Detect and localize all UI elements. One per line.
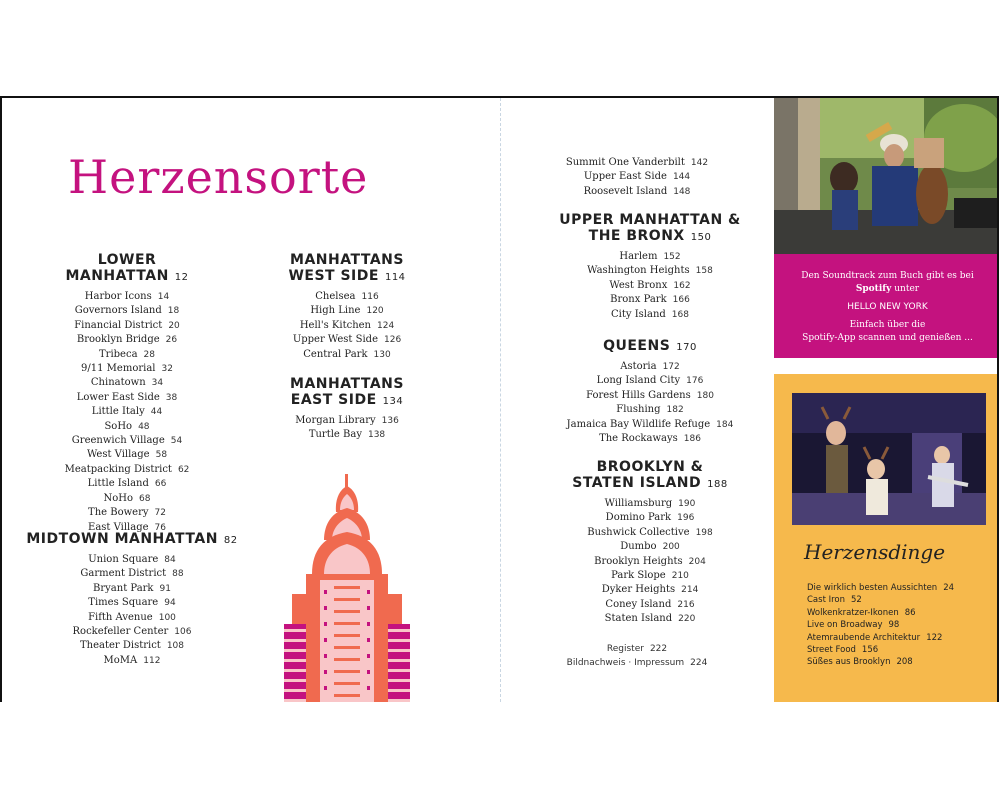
entry-page-number: 91: [159, 583, 171, 594]
entry-title: Garment District: [80, 568, 167, 580]
entry-title: Harlem: [619, 251, 658, 262]
entry-title: Meatpacking District: [64, 463, 172, 475]
entry-title: Dyker Heights: [601, 584, 676, 596]
toc-entry: [550, 432, 750, 446]
toc-entry: [24, 567, 240, 581]
entry-page-number: 116: [361, 292, 379, 302]
toc-entry: [807, 644, 954, 656]
entry-page-number: 48: [138, 421, 150, 432]
entry-page-number: 98: [888, 620, 900, 631]
entry-title: Long Island City: [596, 375, 681, 387]
entry-title: Summit One Vanderbilt: [565, 157, 685, 168]
entry-title: Astoria: [620, 361, 657, 372]
toc-entry: [24, 596, 240, 610]
toc-entry: [42, 362, 212, 376]
toc-entry: [550, 526, 750, 540]
credits-entry: Bildnachweis · Impressum 224: [566, 658, 708, 668]
entry-title: Washington Heights: [587, 265, 690, 277]
toc-list: [24, 553, 240, 668]
book-spread: [0, 96, 999, 702]
chrysler-building-illustration: [284, 474, 410, 702]
entry-title: Turtle Bay: [308, 429, 362, 441]
entry-title: Morgan Library: [295, 415, 376, 426]
entry-title: Harbor Icons: [84, 291, 152, 302]
toc-entry: [42, 405, 212, 419]
entry-title: Staten Island: [604, 613, 673, 625]
entry-page-number: 24: [943, 583, 955, 593]
toc-list: [272, 290, 422, 362]
entry-title: NoHo: [103, 492, 134, 504]
toc-entry: [24, 611, 240, 625]
entry-title: Lower East Side: [76, 391, 160, 403]
entry-title: Upper East Side: [583, 171, 667, 183]
entry-page-number: 54: [170, 436, 183, 447]
entry-title: Bryant Park: [93, 582, 154, 594]
toc-entry: [550, 569, 750, 583]
toc-entry: [807, 632, 954, 644]
entry-page-number: 168: [671, 309, 689, 320]
entry-page-number: 198: [695, 527, 713, 538]
entry-title: Domino Park: [605, 512, 672, 524]
entry-title: Atemraubende Architektur: [807, 632, 921, 643]
entry-page-number: 216: [677, 599, 695, 610]
toc-entry: [42, 434, 212, 448]
theater-photo: [792, 393, 986, 525]
toc-entry: [42, 448, 212, 462]
toc-entry: [272, 304, 422, 318]
toc-entry: [550, 293, 750, 307]
section-east-side: [272, 376, 422, 443]
toc-entry: [272, 333, 422, 347]
toc-entry: [550, 403, 750, 417]
toc-entry: [272, 428, 422, 442]
entry-page-number: 52: [851, 595, 862, 606]
toc-entry: [24, 553, 240, 567]
toc-entry: [42, 506, 212, 520]
toc-list: [550, 360, 750, 446]
entry-page-number: 152: [663, 252, 681, 262]
toc-entry: [24, 639, 240, 653]
section-heading: MANHATTANS WEST SIDE 114: [288, 252, 406, 284]
toc-entry: [42, 391, 212, 405]
toc-entry: [807, 607, 954, 619]
toc-entry: [807, 619, 954, 631]
toc-entry: [42, 477, 212, 491]
entry-page-number: 172: [662, 362, 680, 372]
entry-title: Greenwich Village: [71, 435, 165, 447]
entry-page-number: 100: [158, 612, 176, 623]
toc-entry: [550, 612, 750, 626]
entry-page-number: 126: [384, 335, 402, 346]
entry-page-number: 138: [367, 430, 386, 441]
toc-entry: [42, 463, 212, 477]
entry-title: Park Slope: [611, 570, 666, 582]
entry-title: Jamaica Bay Wildlife Refuge: [566, 418, 711, 430]
entry-title: Financial District: [74, 319, 163, 331]
toc-entry: [550, 250, 750, 264]
entry-title: Rockefeller Center: [72, 626, 169, 638]
section-heading: BROOKLYN & STATEN ISLAND 188: [572, 459, 728, 491]
entry-title: Fifth Avenue: [88, 611, 153, 623]
entry-title: City Island: [611, 308, 666, 320]
entry-title: Roosevelt Island: [583, 185, 668, 197]
toc-entry: [562, 185, 712, 199]
entry-page-number: 122: [926, 632, 943, 643]
entry-page-number: 106: [174, 627, 192, 638]
entry-page-number: 28: [143, 349, 155, 360]
entry-page-number: 220: [678, 614, 696, 625]
toc-entry: [550, 264, 750, 278]
entry-title: Union Square: [88, 554, 159, 565]
section-upper-manhattan: [550, 212, 750, 322]
toc-entry: [807, 594, 954, 606]
entry-title: West Bronx: [609, 279, 668, 291]
entry-page-number: 58: [155, 450, 168, 461]
entry-title: 9/11 Memorial: [81, 363, 156, 375]
entry-title: Times Square: [88, 597, 159, 609]
entry-page-number: 204: [688, 556, 706, 567]
section-east-side-continued: [562, 156, 712, 199]
entry-title: High Line: [310, 305, 361, 317]
toc-entry: [562, 170, 712, 184]
section-heading: LOWER MANHATTAN 12: [65, 252, 189, 284]
entry-page-number: 86: [904, 607, 916, 618]
spotify-info-box: [774, 254, 999, 358]
toc-entry: [550, 389, 750, 403]
toc-entry: [550, 360, 750, 374]
entry-title: Central Park: [303, 348, 368, 360]
entry-title: Dumbo: [620, 541, 657, 553]
spotify-instructions: Einfach über die Spotify-App scannen und genießen ...: [802, 320, 973, 343]
entry-title: Brooklyn Heights: [594, 555, 683, 567]
entry-page-number: 112: [143, 655, 161, 666]
playlist-name: HELLO NEW YORK: [847, 302, 928, 312]
section-heading: UPPER MANHATTAN & THE BRONX 150: [559, 212, 741, 244]
entry-title: Cast Iron: [807, 595, 846, 606]
section-heading: MIDTOWN MANHATTAN 82: [26, 531, 238, 547]
entry-title: Little Italy: [91, 406, 145, 418]
toc-entry: [272, 290, 422, 304]
entry-title: Theater District: [79, 640, 161, 652]
entry-title: Williamsburg: [604, 498, 673, 509]
musicians-photo: [774, 98, 999, 254]
entry-page-number: 26: [165, 335, 178, 346]
page-fold: [500, 98, 501, 702]
entry-title: SoHo: [104, 420, 133, 432]
section-heading: QUEENS 170: [603, 338, 697, 354]
toc-entry: [42, 333, 212, 347]
toc-list: [42, 290, 212, 535]
entry-page-number: 136: [381, 416, 399, 426]
entry-page-number: 200: [662, 542, 680, 553]
entry-page-number: 208: [896, 657, 913, 668]
toc-entry: [807, 582, 954, 594]
entry-page-number: 108: [166, 641, 185, 652]
entry-title: Chinatown: [90, 377, 146, 389]
toc-entry: [42, 319, 212, 333]
entry-title: Forest Hills Gardens: [586, 389, 691, 401]
entry-page-number: 156: [861, 645, 879, 656]
section-west-side: [272, 252, 422, 362]
entry-page-number: 166: [672, 295, 690, 306]
entry-page-number: 162: [673, 280, 691, 291]
toc-list: [562, 156, 712, 199]
toc-entry: [42, 348, 212, 362]
entry-title: Upper West Side: [292, 334, 378, 346]
toc-entry: [550, 540, 750, 554]
toc-list: [550, 250, 750, 322]
entry-title: Coney Island: [605, 598, 672, 610]
entry-title: The Rockaways: [599, 433, 678, 445]
entry-page-number: 144: [672, 172, 691, 183]
register-entry: Register 222: [606, 644, 668, 654]
entry-page-number: 210: [671, 571, 689, 582]
toc-footer: [562, 642, 712, 670]
entry-page-number: 34: [151, 378, 164, 389]
entry-title: East Village: [88, 521, 149, 533]
toc-entry: [42, 290, 212, 304]
entry-page-number: 120: [366, 306, 384, 317]
herzensdinge-title: Herzensdinge: [804, 540, 946, 564]
entry-page-number: 214: [681, 585, 699, 596]
entry-title: Little Island: [87, 478, 149, 490]
toc-entry: [24, 654, 240, 668]
toc-entry: [562, 156, 712, 170]
entry-title: The Bowery: [88, 507, 149, 519]
entry-title: Wolkenkratzer-Ikonen: [807, 607, 899, 618]
entry-page-number: 32: [161, 364, 173, 375]
entry-page-number: 182: [666, 405, 684, 416]
entry-page-number: 14: [157, 292, 170, 302]
entry-page-number: 148: [673, 186, 691, 197]
entry-page-number: 44: [150, 407, 163, 418]
toc-list: [272, 414, 422, 443]
entry-title: Die wirklich besten Aussichten: [807, 583, 938, 593]
entry-page-number: 68: [139, 493, 151, 504]
entry-title: Bushwick Collective: [587, 526, 690, 538]
section-lower-manhattan: [42, 252, 212, 535]
entry-page-number: 72: [154, 508, 166, 519]
entry-title: Chelsea: [315, 291, 356, 302]
entry-page-number: 124: [377, 320, 395, 331]
toc-entry: [24, 625, 240, 639]
toc-entry: [550, 279, 750, 293]
herzensdinge-list: [807, 582, 954, 669]
toc-entry: [550, 583, 750, 597]
entry-title: Flushing: [616, 404, 661, 416]
entry-page-number: 130: [373, 349, 391, 360]
toc-entry: [42, 376, 212, 390]
entry-page-number: 76: [154, 522, 166, 533]
toc-entry: [272, 414, 422, 428]
section-midtown-manhattan: [24, 531, 240, 668]
entry-title: Süßes aus Brooklyn: [807, 657, 891, 668]
entry-title: Tribeca: [99, 348, 138, 360]
entry-title: MoMA: [103, 654, 138, 666]
entry-page-number: 88: [172, 569, 184, 580]
entry-page-number: 196: [677, 513, 695, 524]
toc-entry: [42, 492, 212, 506]
entry-page-number: 180: [696, 390, 714, 401]
entry-title: Governors Island: [74, 305, 162, 317]
entry-page-number: 158: [695, 266, 713, 277]
entry-page-number: 184: [716, 419, 734, 430]
toc-entry: [550, 555, 750, 569]
entry-page-number: 62: [177, 464, 190, 475]
section-heading: MANHATTANS EAST SIDE 134: [290, 376, 404, 408]
entry-title: Live on Broadway: [807, 620, 883, 631]
entry-page-number: 38: [165, 392, 178, 403]
toc-entry: [42, 420, 212, 434]
toc-entry: [550, 511, 750, 525]
entry-page-number: 20: [168, 320, 180, 331]
entry-title: West Village: [86, 449, 150, 461]
toc-entry: [272, 319, 422, 333]
toc-list: [550, 497, 750, 627]
toc-entry: [42, 304, 212, 318]
section-brooklyn: [550, 459, 750, 627]
entry-title: Hell's Kitchen: [299, 319, 371, 331]
toc-entry: [272, 348, 422, 362]
toc-entry: [550, 418, 750, 432]
toc-entry: [550, 497, 750, 511]
entry-title: Bronx Park: [610, 294, 667, 306]
section-queens: [550, 338, 750, 446]
toc-entry: [24, 582, 240, 596]
entry-page-number: 84: [164, 555, 176, 565]
spotify-line1: Den Soundtrack zum Buch gibt es bei Spotify unter: [801, 271, 974, 294]
entry-page-number: 94: [164, 598, 176, 609]
entry-page-number: 190: [678, 499, 696, 509]
toc-entry: [550, 374, 750, 388]
entry-page-number: 186: [683, 434, 701, 445]
toc-entry: [807, 656, 954, 668]
toc-entry: [550, 598, 750, 612]
entry-page-number: 66: [154, 479, 167, 490]
entry-page-number: 176: [686, 376, 704, 387]
page-title: Herzensorte: [68, 150, 369, 204]
entry-page-number: 142: [690, 158, 709, 168]
toc-entry: [550, 308, 750, 322]
entry-title: Street Food: [807, 645, 856, 656]
entry-page-number: 18: [167, 306, 180, 317]
herzensdinge-box: [774, 374, 999, 702]
entry-title: Brooklyn Bridge: [76, 334, 160, 346]
